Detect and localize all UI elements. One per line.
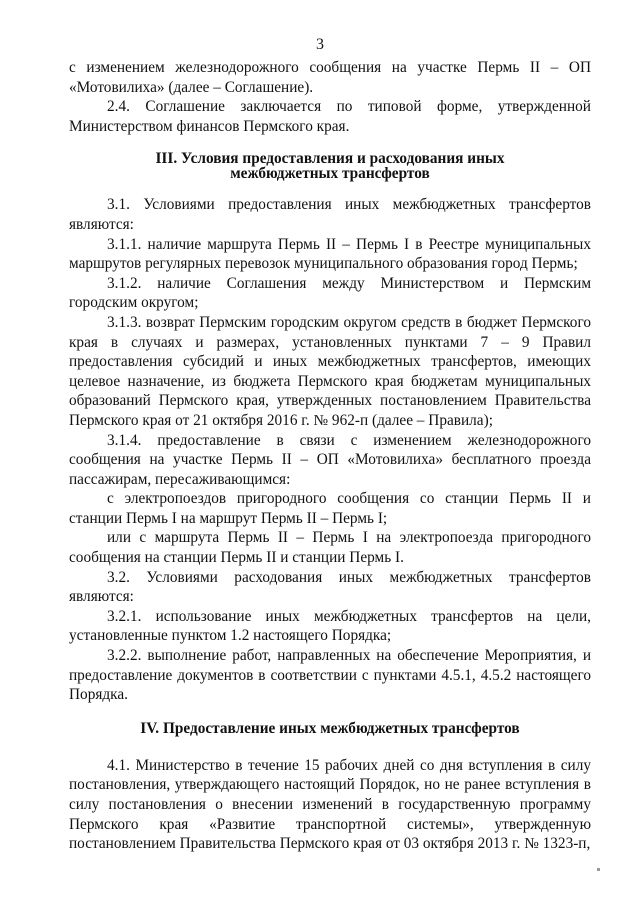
scan-mark [597, 868, 600, 871]
paragraph: 3.2.1. использование иных межбюджетных трансфертов на цели, установленные пунктом 1.2 настоящего Порядка; [69, 607, 591, 645]
paragraph: 3.2. Условиями расходования иных межбюджетных трансфертов являются: [69, 568, 591, 606]
paragraph: 3.1.1. наличие маршрута Пермь II – Пермь I в Реестре муниципальных маршрутов регулярных перевозок муниципального образования город Пермь; [69, 235, 591, 273]
paragraph: с изменением железнодорожного сообщения на участке Пермь II – ОП «Мотовилиха» (далее – Соглашение). [69, 59, 591, 96]
paragraph: 4.1. Министерство в течение 15 рабочих дней со дня вступления в силу постановления, утверждающего настоящий Порядок, но не ранее вступления в силу постановления о внесении изменений в государственную программу Пермского края «Развитие транспортной системы», утвержденную постановлением Правительства Пермского края от 03 октября 2013 г. № 1323-п, [69, 756, 591, 853]
paragraph: с электропоездов пригородного сообщения со станции Пермь II и станции Пермь I на маршрут Пермь II – Пермь I; [69, 490, 591, 527]
paragraph: или с маршрута Пермь II – Пермь I на электропоезда пригородного сообщения на станции Пермь II и станции Пермь I. [69, 529, 591, 567]
section-heading-line: межбюджетных трансфертов [230, 165, 430, 183]
document-body [69, 58, 591, 854]
paragraph: 2.4. Соглашение заключается по типовой форме, утвержденной Министерством финансов Пермского края. [69, 98, 591, 135]
section-heading [69, 151, 591, 181]
section-heading-line: III. Условия предоставления и расходования иных [155, 150, 505, 168]
page-number: 3 [316, 36, 324, 53]
paragraph: 3.1. Условиями предоставления иных межбюджетных трансфертов являются: [69, 196, 591, 233]
paragraph: 3.1.2. наличие Соглашения между Министерством и Пермским городским округом; [69, 274, 591, 312]
paragraph: 3.1.3. возврат Пермским городским округом средств в бюджет Пермского края в случаях и размерах, установленных пунктами 7 – 9 Правил предоставления субсидий и иных межбюджетных трансфертов, имеющих целевое назначение, из бюджета Пермского края бюджетам муниципальных образований Пермского края, утвержденных постановлением Правительства Пермского края от 21 октября 2016 г. № 962-п (далее – Правила); [69, 313, 591, 429]
paragraph: 3.1.4. предоставление в связи с изменением железнодорожного сообщения на участке Пермь II – ОП «Мотовилиха» бесплатного проезда пассажирам, пересаживающимся: [69, 431, 591, 488]
paragraph: 3.2.2. выполнение работ, направленных на обеспечение Мероприятия, и предоставление документов в соответствии с пунктами 4.5.1, 4.5.2 настоящего Порядка. [69, 647, 591, 704]
section-heading: IV. Предоставление иных межбюджетных трансфертов [140, 719, 520, 737]
